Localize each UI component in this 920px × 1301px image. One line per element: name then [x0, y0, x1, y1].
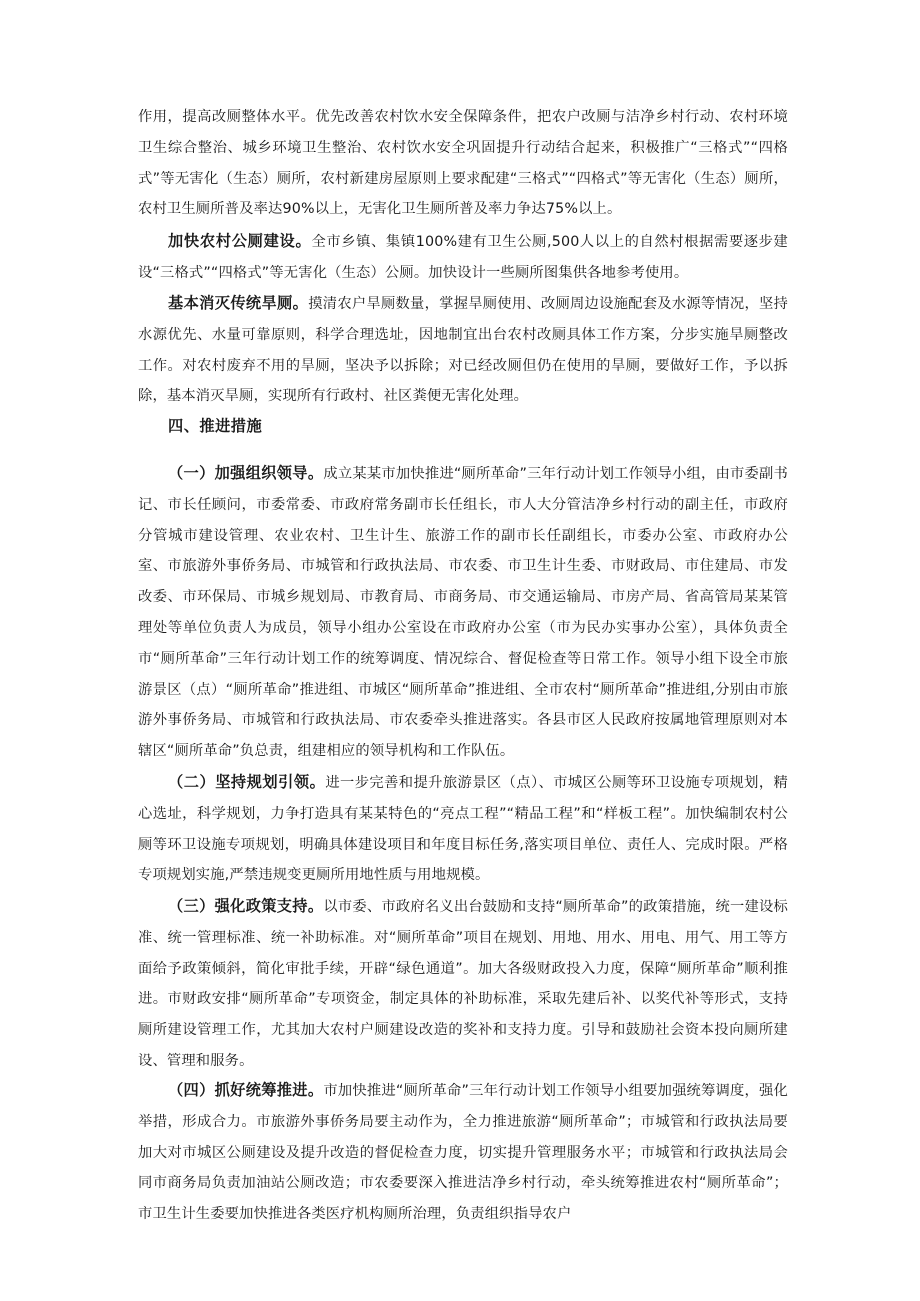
paragraph-toilet-renovation [138, 102, 788, 225]
paragraph-lead: 基本消灭传统旱厕。 [168, 294, 309, 312]
paragraph-planning-guidance [138, 767, 788, 891]
paragraph-text: 以市委、市政府名义出台鼓励和支持“厕所革命”的政策措施，统一建设标准、统一管理标准、统一补助标准。对“厕所革命”项目在规划、用地、用水、用电、用气、用工等方面给予政策倾斜，简化审批手续，开辟“绿色通道”。加大各级财政投入力度，保障“厕所革命”顺利推进。市财政安排“厕所革命”专项资金，制定具体的补助标准，采取先建后补、以奖代补等形式，支持厕所建设管理工作，尤其加大农村户厕建设改造的奖补和支持力度。引导和鼓励社会资本投向厕所建设、管理和服务。 [138, 899, 788, 1069]
section-heading: 四、推进措施 [168, 417, 263, 435]
paragraph-text: 进一步完善和提升旅游景区（点）、市城区公厕等环卫设施专项规划，精心选址，科学规划，力争打造具有某某特色的“亮点工程”“精品工程”和“样板工程”。加快编制农村公厕等环卫设施专项规划，明确具体建设项目和年度目标任务,落实项目单位、责任人、完成时限。严格专项规划实施,严禁违规变更厕所用地性质与用地规模。 [138, 775, 788, 884]
paragraph-lead: 加快农村公厕建设。 [168, 232, 312, 250]
paragraph-lead: （二）坚持规划引领。 [168, 773, 326, 791]
paragraph-text: 全市乡镇、集镇100%建有卫生公厕,500人以上的自然村根据需要逐步建设“三格式”“四格式”等无害化（生态）公厕。加快设计一些厕所图集供各地参考使用。 [138, 234, 788, 281]
paragraph-policy-support [138, 891, 788, 1077]
paragraph-text: 成立某某市加快推进“厕所革命”三年行动计划工作领导小组，由市委副书记、市长任顾问，市委常委、市政府常务副市长任组长，市人大分管洁净乡村行动的副主任，市政府分管城市建设管理、农业农村、卫生计生、旅游工作的副市长任副组长，市委办公室、市政府办公室、市旅游外事侨务局、市城管和行政执法局、市农委、市卫生计生委、市财政局、市住建局、市发改委、市环保局、市城乡规划局、市教育局、市商务局、市交通运输局、市房产局、省高管局某某管理处等单位负责人为成员，领导小组办公室设在市政府办公室（市为民办实事办公室），具体负责全市“厕所革命”三年行动计划工作的统筹调度、情况综合、督促检查等日常工作。领导小组下设全市旅游景区（点）“厕所革命”推进组、市城区“厕所革命”推进组、全市农村“厕所革命”推进组,分别由市旅游外事侨务局、市城管和行政执法局、市农委牵头推进落实。各县市区人民政府按属地管理原则对本辖区“厕所革命”负总责，组建相应的领导机构和工作队伍。 [138, 466, 788, 760]
paragraph-text: 市加快推进“厕所革命”三年行动计划工作领导小组要加强统筹调度，强化举措，形成合力。市旅游外事侨务局要主动作为，全力推进旅游“厕所革命”；市城管和行政执法局要加大对市城区公厕建设及提升改造的督促检查力度，切实提升管理服务水平；市城管和行政执法局会同市商务局负责加油站公厕改造；市农委要深入推进洁净乡村行动，牵头统筹推进农村“厕所革命”；市卫生计生委要加快推进各类医疗机构厕所治理，负责组织指导农户 [138, 1083, 788, 1223]
paragraph-lead: （四）抓好统筹推进。 [168, 1081, 324, 1099]
paragraph-organization-leadership [138, 458, 788, 767]
paragraph-coordinated-promotion [138, 1075, 788, 1230]
paragraph-text: 作用，提高改厕整体水平。优先改善农村饮水安全保障条件，把农户改厕与洁净乡村行动、农村环境卫生综合整治、城乡环境卫生整治、农村饮水安全巩固提升行动结合起来，积极推广“三格式”“四格式”等无害化（生态）厕所，农村新建房屋原则上要求配建“三格式”“四格式”等无害化（生态）厕所，农村卫生厕所普及率达90%以上，无害化卫生厕所普及率力争达75%以上。 [138, 109, 788, 218]
paragraph-dry-toilets [138, 288, 788, 412]
paragraph-text: 摸清农户旱厕数量，掌握旱厕使用、改厕周边设施配套及水源等情况，坚持水源优先、水量可靠原则，科学合理选址，因地制宜出台农村改厕具体工作方案，分步实施旱厕整改工作。对农村废弃不用的旱厕，坚决予以拆除；对已经改厕但仍在使用的旱厕，要做好工作，予以拆除，基本消灭旱厕，实现所有行政村、社区粪便无害化处理。 [138, 296, 789, 405]
paragraph-lead: （一）加强组织领导。 [168, 464, 324, 482]
paragraph-lead: （三）强化政策支持。 [168, 897, 324, 915]
paragraph-rural-public-toilets [138, 226, 788, 289]
